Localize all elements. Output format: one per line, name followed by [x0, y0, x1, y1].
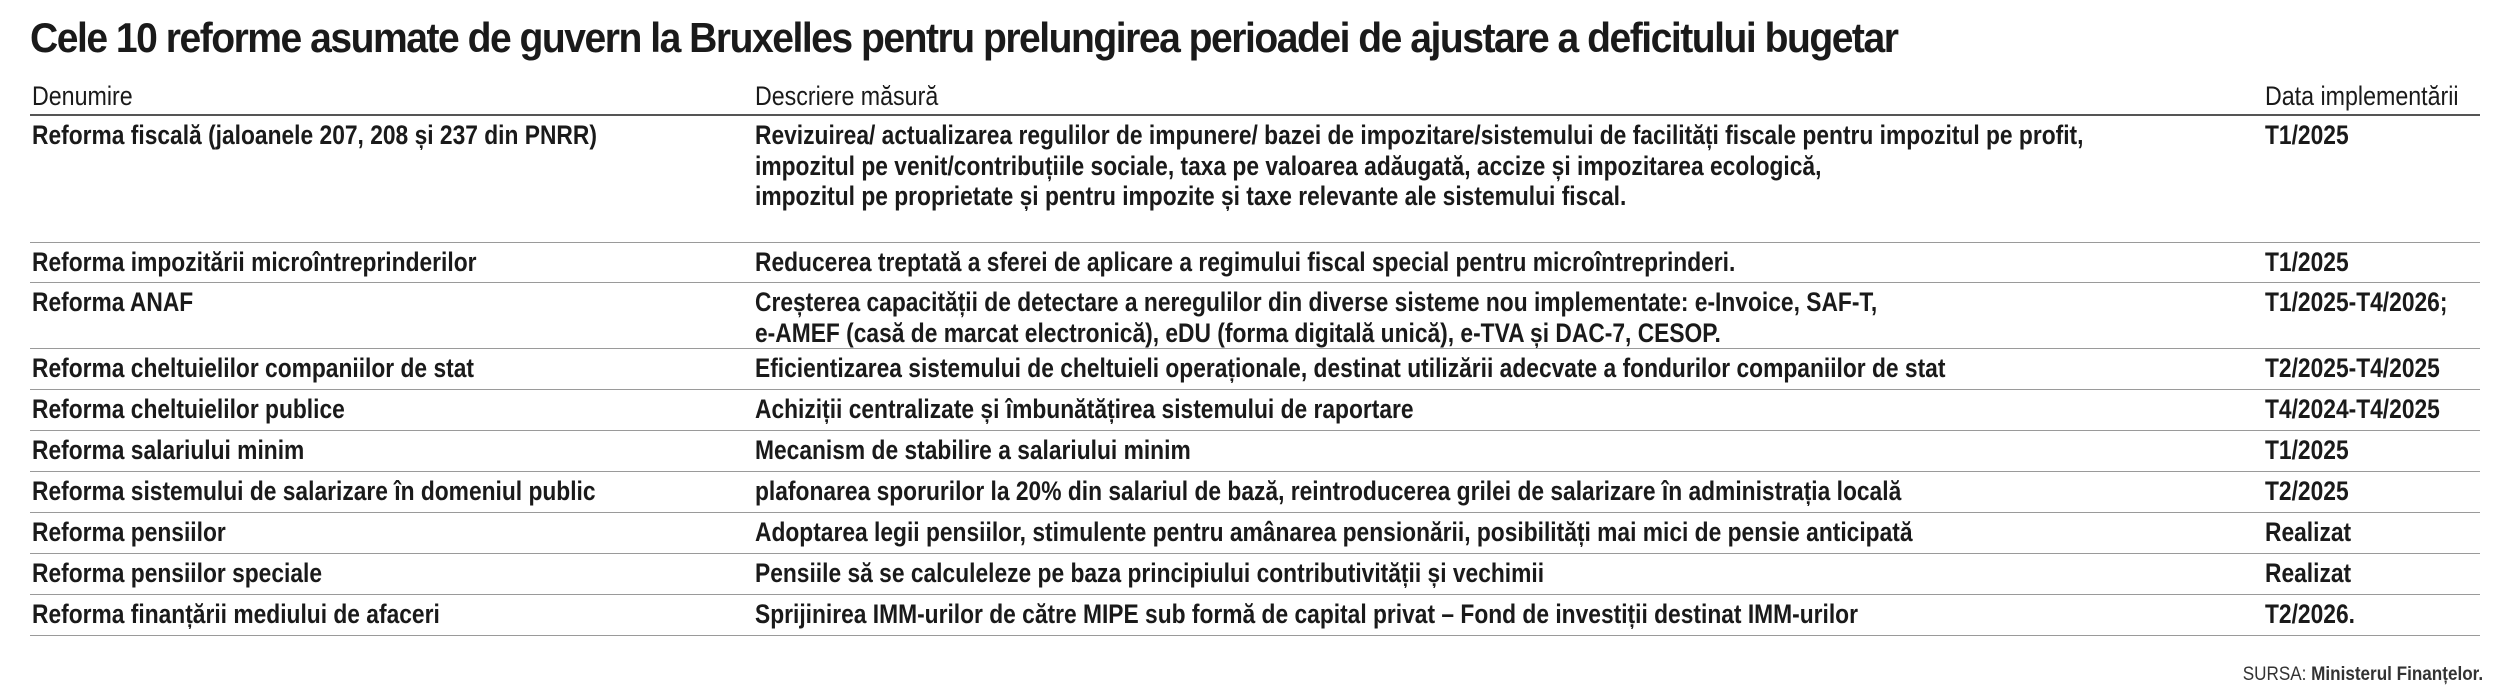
table-row — [30, 283, 2480, 349]
source-label: SURSA: — [2242, 664, 2307, 685]
reform-description-cell — [755, 558, 1544, 589]
description-line: impozitul pe proprietate și pentru impozite și taxe relevante ale sistemului fiscal. — [755, 181, 1627, 211]
implementation-date-cell: T4/2024-T4/2025 — [2265, 394, 2440, 424]
table-row — [30, 431, 2480, 472]
reform-description-cell — [755, 120, 2083, 212]
table-row — [30, 243, 2480, 283]
table-row — [30, 116, 2480, 243]
table-row — [30, 513, 2480, 554]
reform-description-cell — [755, 599, 1858, 630]
description-line: Revizuirea/ actualizarea regulilor de impunere/ bazei de impozitare/sistemului de facilități fiscale pentru impozitul pe profit, — [755, 120, 2084, 150]
reform-name-cell: Reforma sistemului de salarizare în domeniul public — [32, 476, 596, 506]
reform-name-cell: Reforma cheltuielilor publice — [32, 394, 345, 424]
table-row — [30, 390, 2480, 431]
source-note — [2243, 664, 2483, 686]
description-line: Mecanism de stabilire a salariului minim — [755, 435, 1191, 465]
reform-description-cell — [755, 435, 1191, 466]
reform-name-cell: Reforma pensiilor — [32, 517, 226, 547]
header-date: Data implementării — [2265, 81, 2459, 111]
reform-description-cell — [755, 517, 1913, 548]
description-line: Adoptarea legii pensiilor, stimulente pentru amânarea pensionării, posibilități mai mici de pensie anticipată — [755, 517, 1913, 547]
description-line: Pensiile să se calculeleze pe baza principiului contributivității și vechimii — [755, 558, 1545, 588]
reform-description-cell — [755, 394, 1414, 425]
description-line: e-AMEF (casă de marcat electronică), eDU (forma digitală unică), e-TVA și DAC-7, CESOP. — [755, 317, 1721, 348]
description-line: Reducerea treptată a sferei de aplicare a regimului fiscal special pentru microîntreprinderi. — [755, 247, 1736, 277]
reform-name-cell: Reforma ANAF — [32, 287, 194, 317]
table-body — [30, 116, 2480, 636]
table-row — [30, 472, 2480, 513]
description-line: Achiziții centralizate și îmbunătățirea sistemului de raportare — [755, 394, 1414, 424]
implementation-date-cell: T1/2025 — [2265, 120, 2349, 150]
reforms-table — [30, 76, 2480, 636]
reform-name-cell: Reforma finanțării mediului de afaceri — [32, 599, 440, 629]
header-name: Denumire — [32, 81, 133, 111]
reform-name-cell: Reforma cheltuielilor companiilor de stat — [32, 353, 474, 383]
reform-description-cell — [755, 287, 1877, 348]
header-description: Descriere măsură — [755, 81, 939, 111]
source-value: Ministerul Finanțelor. — [2311, 664, 2483, 685]
reform-description-cell — [755, 476, 1901, 507]
description-line: plafonarea sporurilor la 20% din salariul de bază, reintroducerea grilei de salarizare în administrația locală — [755, 476, 1902, 506]
table-header-row — [30, 76, 2480, 116]
description-line: Eficientizarea sistemului de cheltuieli operaționale, destinat utilizării adecvate a fondurilor companiilor de stat — [755, 353, 1946, 383]
implementation-date-cell: Realizat — [2265, 517, 2352, 547]
reform-description-cell — [755, 353, 1945, 384]
implementation-date-cell: T1/2025-T4/2026; — [2265, 287, 2448, 317]
implementation-date-cell: T1/2025 — [2265, 435, 2349, 465]
reform-name-cell: Reforma fiscală (jaloanele 207, 208 și 237 din PNRR) — [32, 120, 597, 150]
implementation-date-cell: Realizat — [2265, 558, 2352, 588]
description-line: Creșterea capacității de detectare a neregulilor din diverse sisteme nou implementate: e-Invoice, SAF-T, — [755, 287, 1878, 317]
table-row — [30, 554, 2480, 595]
description-line: Sprijinirea IMM-urilor de către MIPE sub formă de capital privat – Fond de investiții destinat IMM-urilor — [755, 599, 1858, 629]
page-title: Cele 10 reforme asumate de guvern la Bruxelles pentru prelungirea perioadei de ajustare a deficitului bugetar — [30, 14, 1898, 61]
implementation-date-cell: T1/2025 — [2265, 247, 2349, 277]
implementation-date-cell: T2/2026. — [2265, 599, 2355, 629]
reform-name-cell: Reforma impozitării microîntreprinderilor — [32, 247, 477, 277]
implementation-date-cell: T2/2025-T4/2025 — [2265, 353, 2440, 383]
table-row — [30, 595, 2480, 636]
table-row — [30, 349, 2480, 390]
implementation-date-cell: T2/2025 — [2265, 476, 2349, 506]
description-line: impozitul pe venit/contribuțiile sociale, taxa pe valoarea adăugată, accize și impozitarea ecologică, — [755, 150, 1822, 181]
reform-name-cell: Reforma salariului minim — [32, 435, 305, 465]
reform-name-cell: Reforma pensiilor speciale — [32, 558, 323, 588]
reform-description-cell — [755, 247, 1735, 278]
